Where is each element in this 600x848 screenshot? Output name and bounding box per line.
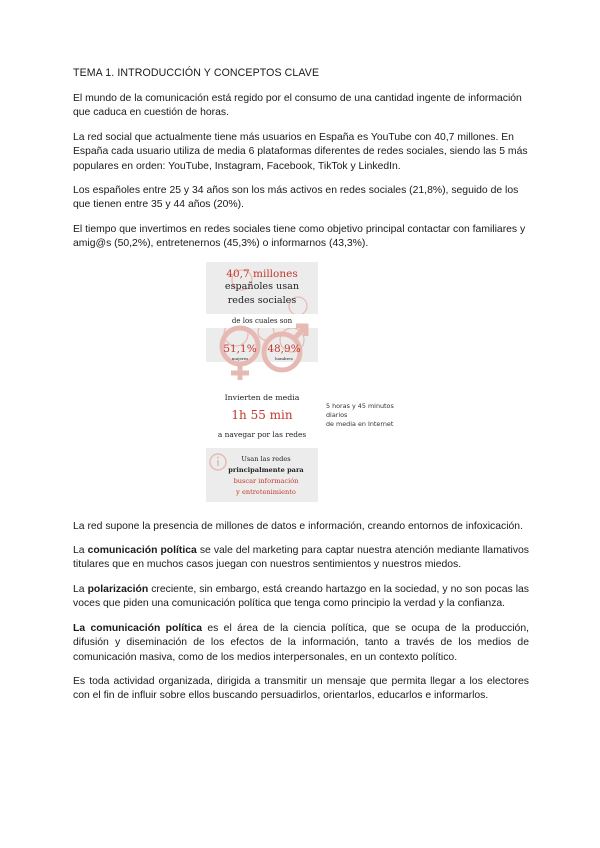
text-fragment: La bbox=[73, 545, 88, 557]
document-page bbox=[73, 66, 529, 714]
paragraph-political-communication-definition bbox=[73, 622, 529, 665]
paragraph-3: Los españoles entre 25 y 34 años son los más activos en redes sociales (21,8%), seguido de los que tienen entre 35 y 44 años (20%). bbox=[73, 185, 519, 211]
bold-term-political-communication-definition: La comunicación política bbox=[73, 622, 203, 634]
text-fragment: creciente, sin embargo, está creando hartazgo en la sociedad, y no son pocas las voces que piden una comunicación política que tenga como principio la verdad y la confianza. bbox=[73, 583, 529, 610]
text-fragment: se vale del marketing para captar nuestra atención mediante llamativos titulares que en muchos casos juegan con nuestros sentimientos y nuestros miedos. bbox=[73, 545, 529, 571]
headline-line3: redes sociales bbox=[227, 294, 297, 306]
female-label: mujeres bbox=[231, 355, 249, 361]
side-note-line2: diarios bbox=[326, 410, 348, 419]
paragraph-4: El tiempo que invertimos en redes sociales tiene como objetivo principal contactar con familiares y amig@s (50,2%), entretenernos (45,3%) o informarnos (43,3%). bbox=[73, 223, 526, 250]
time-value: 1h 55 min bbox=[231, 407, 293, 422]
male-percentage: 48,9% bbox=[267, 342, 301, 355]
male-label: hombres bbox=[275, 355, 293, 361]
paragraph-polarization bbox=[73, 583, 529, 612]
bottom-line4: y entretenimiento bbox=[236, 487, 296, 496]
headline-number: 40,7 millones bbox=[226, 267, 298, 280]
bottom-line1: Usan las redes bbox=[241, 454, 291, 463]
subtitle-which-are: de los cuales son bbox=[206, 314, 318, 328]
page-title: TEMA 1. INTRODUCCIÓN Y CONCEPTOS CLAVE bbox=[73, 67, 320, 79]
paragraph-infoxication: La red supone la presencia de millones de datos e información, creando entornos de infoxicación. bbox=[73, 520, 523, 532]
headline-line2: españoles usan bbox=[224, 280, 300, 292]
bottom-line2: principalmente para bbox=[228, 465, 304, 474]
side-note-line1: 5 horas y 45 minutos bbox=[326, 401, 394, 410]
social-media-infographic bbox=[206, 262, 546, 510]
invest-label: Invierten de media bbox=[224, 392, 300, 402]
paragraph-organized-activity: Es toda actividad organizada, dirigida a transmitir un mensaje que permita llegar a los electores con el fin de influir sobre ellos buscando persuadirlos, orientarlos, educarlos e informarlos. bbox=[73, 675, 529, 702]
paragraph-political-communication-marketing bbox=[73, 544, 529, 573]
side-note-line3: de media en Internet bbox=[326, 419, 394, 428]
text-fragment: La bbox=[73, 583, 88, 595]
bottom-line3: buscar información bbox=[233, 476, 299, 485]
paragraph-1: El mundo de la comunicación está regido por el consumo de una cantidad ingente de información que caduca en cuestión de horas. bbox=[73, 93, 522, 119]
text-fragment: es el área de la ciencia política, que se ocupa de la producción, difusión y diseminación de los efectos de la información, tanto a través de los medios de comunicación masiva, como de los medios interpersonales, en un contexto político. bbox=[73, 622, 529, 663]
time-suffix: a navegar por las redes bbox=[217, 429, 307, 439]
paragraph-2: La red social que actualmente tiene más usuarios en España es YouTube con 40,7 millones. En España cada usuario utiliza de media 6 plataformas diferentes de redes sociales, siendo las 5 más populares en orden: YouTube, Instagram, Facebook, TikTok y LinkedIn. bbox=[73, 131, 528, 172]
bold-term-political-communication: comunicación política bbox=[87, 545, 197, 557]
female-percentage: 51,1% bbox=[223, 342, 257, 355]
bold-term-polarization: polarización bbox=[87, 583, 149, 595]
